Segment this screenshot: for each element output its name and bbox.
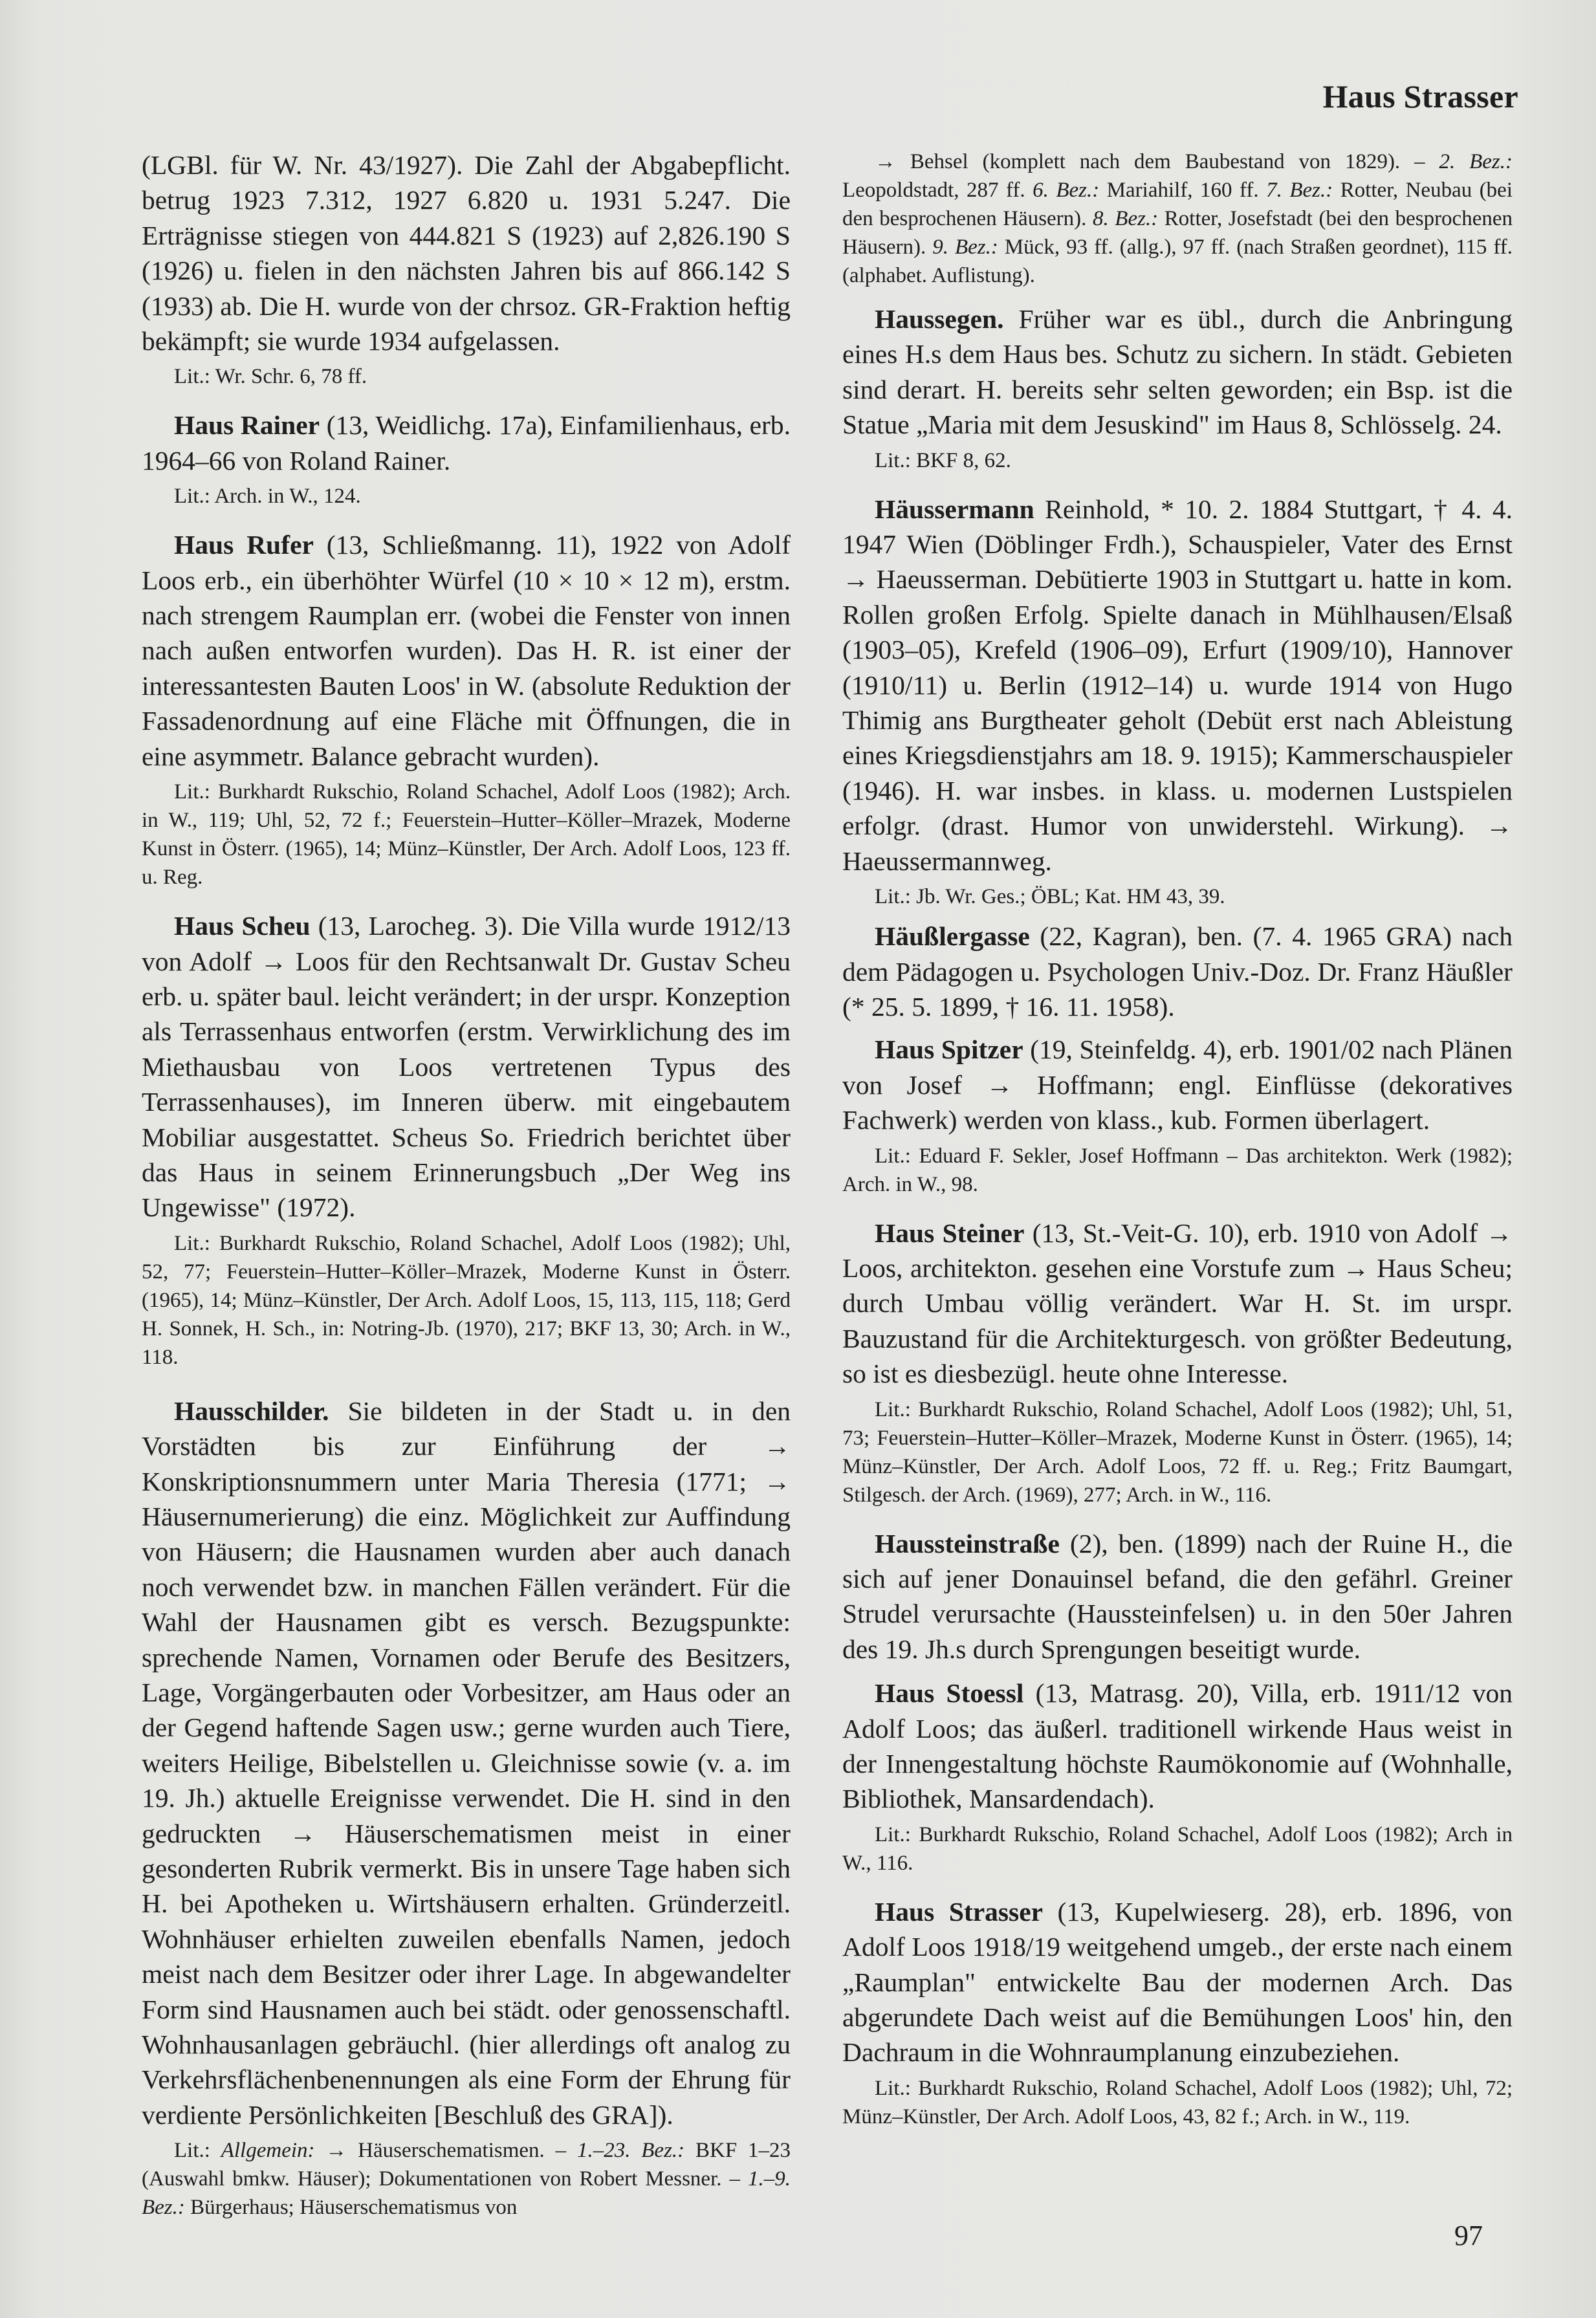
lit-italic: 1.–23. Bez.: [576, 2139, 685, 2163]
entry-haus-scheu [142, 908, 791, 1225]
entry-haeussermann [842, 492, 1513, 879]
headword: Haus Steiner [875, 1218, 1025, 1248]
lit-text: Rotter, Josefstadt (bei den besprochenen Häusern). [842, 207, 1513, 259]
lit-text: → Häuserschematismen. – [314, 2139, 577, 2163]
lit-text: Rotter, Neubau (bei den besprochenen Häusern). [842, 179, 1513, 230]
entry-text: (13, Larocheg. 3). Die Villa wurde 1912/13 von Adolf → Loos für den Rechtsanwalt Dr. Gustav Scheu erb. u. später baul. leicht verändert; in der urspr. Konzeption als Terrassenhaus entworfen (erstm. Verwirklichung des im Miethausbau von Loos vertretenen Typus des Terrassenhauses), im Inneren überw. mit eingebautem Mobiliar ausgestattet. Scheus So. Friedrich berichtet über das Haus in seinem Erinnerungsbuch „Der Weg ins Ungewisse" (1972). [142, 911, 791, 1223]
lit-prefix: Lit.: [174, 2139, 221, 2163]
headword: Häussermann [875, 494, 1034, 524]
right-column [842, 148, 1513, 2131]
entry-haus-spitzer [842, 1032, 1513, 1137]
literature-note: Lit.: Wr. Schr. 6, 78 ff. [174, 365, 367, 389]
literature-note [142, 2136, 791, 2222]
headword: Haus Rufer [174, 530, 314, 560]
literature-note: Lit.: BKF 8, 62. [875, 448, 1011, 472]
entry-haussegen [842, 301, 1513, 443]
entry-text: (13, Kupelwieserg. 28), erb. 1896, von Adolf Loos 1918/19 weitgehend umgeb., der erste nach einem „Raumplan" entwickelte Bau der modernen Arch. Das abgerundete Dach weist auf die Bemühungen Loos' hin, den Dachraum in die Wohnraumplanung einzubeziehen. [842, 1896, 1513, 2068]
entry-text: (2), ben. (1899) nach der Ruine H., die sich auf jener Donauinsel befand, die den gefährl. Greiner Strudel verursachte (Haussteinfelsen) u. in den 50er Jahren des 19. Jh.s durch Sprengungen beseitigt wurde. [842, 1528, 1513, 1664]
running-head: Haus Strasser [1322, 78, 1518, 115]
lit-text: Mück, 93 ff. (allg.), 97 ff. (nach Straßen geordnet), 115 ff. (alphabet. Auflistung). [842, 235, 1513, 287]
entry-text: Sie bildeten in der Stadt u. in den Vorstädten bis zur Einführung der → Konskriptionsnummern unter Maria Theresia (1771; → Häusernumerierung) die einz. Möglichkeit zur Auffindung von Häusern; die Hausnamen wurden aber auch danach noch verwendet bzw. in manchen Fällen verändert. Für die Wahl der Hausnamen gibt es versch. Bezugspunkte: sprechende Namen, Vornamen oder Berufe des Besitzers, Lage, Vorgängerbauten oder Vorbesitzer, am Haus oder an der Gegend haftende Sagen usw.; gerne wurden auch Tiere, weiters Heilige, Bibelstellen u. Gleichnisse sowie (v. a. im 19. Jh.) aktuelle Ereignisse verwendet. Die H. sind in den gedruckten → Häuserschematismen meist in einer gesonderten Rubrik vermerkt. Bis in unsere Tage haben sich H. bei Apotheken u. Wirtshäusern erhalten. Gründerzeitl. Wohnhäuser erhielten zuweilen ebenfalls Namen, jedoch meist nach dem Besitzer oder ihrer Lage. In abgewandelter Form sind Hausnamen auch bei städt. oder genossenschaftl. Wohnhausanlagen gebräuchl. (hier allerdings oft analog zu Verkehrsflächenbenennungen als eine Form der Ehrung für verdiente Persönlichkeiten [Beschluß des GRA]). [142, 1395, 791, 2130]
entry-haus-rainer [142, 408, 791, 478]
entry-haus-steiner [842, 1216, 1513, 1392]
lit-italic: 7. Bez.: [1266, 179, 1333, 202]
lit-text: Mariahilf, 160 ff. [1099, 179, 1267, 202]
literature-note: Lit.: Burkhardt Rukschio, Roland Schachel, Adolf Loos (1982); Arch in W., 116. [842, 1822, 1513, 1875]
entry-text: Früher war es übl., durch die Anbringung eines H.s dem Haus bes. Schutz zu sichern. In städt. Gebieten sind derart. H. bereits sehr selten geworden; ein Bsp. ist die Statue „Maria mit dem Jesuskind" im Haus 8, Schlösselg. 24. [842, 304, 1513, 440]
entry-haeusslergasse [842, 919, 1513, 1024]
entry-haussteinstrasse [842, 1526, 1513, 1667]
headword: Haus Strasser [875, 1896, 1044, 1927]
entry-text: (13, Weidlichg. 17a), Einfamilienhaus, erb. 1964–66 von Roland Rainer. [142, 410, 791, 476]
lit-text: BKF 1–23 (Auswahl bmkw. Häuser); Dokumentationen von Robert Messner. – [142, 2139, 791, 2191]
entry-hausschilder [142, 1394, 791, 2133]
headword: Haus Rainer [174, 410, 320, 441]
literature-note: Lit.: Jb. Wr. Ges.; ÖBL; Kat. HM 43, 39. [875, 885, 1225, 909]
literature-note: Lit.: Burkhardt Rukschio, Roland Schachel, Adolf Loos (1982); Uhl, 72; Münz–Künstler, Der Arch. Adolf Loos, 43, 82 f.; Arch. in W., 119. [842, 2076, 1513, 2128]
entry-text: (22, Kagran), ben. (7. 4. 1965 GRA) nach dem Pädagogen u. Psychologen Univ.-Doz. Dr. Franz Häußler (* 25. 5. 1899, † 16. 11. 1958). [842, 921, 1513, 1022]
entry-haus-strasser [842, 1894, 1513, 2070]
literature-note: Lit.: Eduard F. Sekler, Josef Hoffmann – Das architekton. Werk (1982); Arch. in W., 98. [842, 1144, 1513, 1196]
entry-text: (13, Matrasg. 20), Villa, erb. 1911/12 von Adolf Loos; das äußerl. traditionell wirkende Haus weist in der Innengestaltung höchste Raumökonomie auf (Wohnhalle, Bibliothek, Mansardendach). [842, 1678, 1513, 1814]
lit-italic: 1.–9. Bez.: [142, 2167, 791, 2220]
entry-continuation: (LGBl. für W. Nr. 43/1927). Die Zahl der Abgabepflicht. betrug 1923 7.312, 1927 6.820 u. 1931 5.247. Die Erträgnisse stiegen von 444.821 S (1923) auf 2,826.190 S (1926) u. fielen in den nächsten Jahren bis auf 866.142 S (1933) ab. Die H. wurde von der chrsoz. GR-Fraktion heftig bekämpft; sie wurde 1934 aufgelassen. [142, 150, 791, 356]
headword: Haus Spitzer [875, 1034, 1023, 1065]
lit-italic: 9. Bez.: [932, 235, 998, 259]
left-column [142, 148, 791, 2222]
entry-text: (13, Schließmanng. 11), 1922 von Adolf Loos erb., ein überhöhter Würfel (10 × 10 × 12 m), erstm. nach strengem Raumplan err. (wobei die Fenster von innen nach außen entworfen wurden). Das H. R. ist einer der interessantesten Bauten Loos' in W. (absolute Reduktion der Fassadenordnung auf eine Fläche mit Öffnungen, die in eine asymmetr. Balance gebracht wurden). [142, 530, 791, 771]
entry-haus-rufer [142, 527, 791, 774]
headword: Haus Scheu [174, 911, 311, 941]
literature-note: Lit.: Burkhardt Rukschio, Roland Schachel, Adolf Loos (1982); Uhl, 52, 77; Feuerstein–Hutter–Köller–Mrazek, Moderne Kunst in Österr. (1965), 14; Münz–Künstler, Der Arch. Adolf Loos, 15, 113, 115, 118; Gerd H. Sonnek, H. Sch., in: Notring-Jb. (1970), 217; BKF 13, 30; Arch. in W., 118. [142, 1231, 791, 1369]
literature-note: Lit.: Arch. in W., 124. [174, 485, 361, 508]
lit-italic: 8. Bez.: [1092, 207, 1159, 230]
entry-text: Reinhold, * 10. 2. 1884 Stuttgart, † 4. 4. 1947 Wien (Döblinger Frdh.), Schauspieler, Vater des Ernst → Haeusserman. Debütierte 1903 in Stuttgart u. hatte in kom. Rollen großen Erfolg. Spielte danach in Mühlhausen/Elsaß (1903–05), Krefeld (1906–09), Erfurt (1909/10), Hannover (1910/11) u. Berlin (1912–14) u. wurde 1914 von Hugo Thimig ans Burgtheater geholt (Debüt erst nach Ableistung eines Kriegsdienstjahrs am 18. 9. 1915); Kammerschauspieler (1946). H. war insbes. in klass. u. modernen Lustspielen erfolgr. (drast. Humor von unwiderstehl. Wirkung). → Haeussermannweg. [842, 494, 1513, 876]
lit-italic: 6. Bez.: [1033, 179, 1100, 202]
headword: Haussegen. [875, 304, 1004, 334]
lit-text: Bürgerhaus; Häuserschematismus von [184, 2196, 518, 2220]
headword: Haussteinstraße [875, 1528, 1060, 1558]
entry-text: (13, St.-Veit-G. 10), erb. 1910 von Adolf → Loos, architekton. gesehen eine Vorstufe zum → Haus Scheu; durch Umbau völlig verändert. War H. St. im urspr. Bauzustand für die Architekturgesch. von größter Bedeutung, so ist es diesbezügl. heute ohne Interesse. [842, 1218, 1513, 1389]
lit-italic: 2. Bez.: [1439, 150, 1513, 173]
headword: Hausschilder. [174, 1395, 329, 1426]
lit-text: Leopoldstadt, 287 ff. [842, 179, 1033, 202]
entry-text: (19, Steinfeldg. 4), erb. 1901/02 nach Plänen von Josef → Hoffmann; engl. Einflüsse (dekoratives Fachwerk) werden von klass., kub. Formen überlagert. [842, 1034, 1513, 1135]
headword: Haus Stoessl [875, 1678, 1024, 1709]
literature-note: Lit.: Burkhardt Rukschio, Roland Schachel, Adolf Loos (1982); Uhl, 51, 73; Feuerstein–Hutter–Köller–Mrazek, Moderne Kunst in Österr. (1965), 14; Münz–Künstler, Der Arch. Adolf Loos, 72 ff. u. Reg.; Fritz Baumgart, Stilgesch. der Arch. (1969), 277; Arch. in W., 116. [842, 1397, 1513, 1507]
entry-haus-stoessl [842, 1676, 1513, 1817]
page-number: 97 [1454, 2220, 1483, 2251]
literature-continuation [842, 148, 1513, 290]
headword: Häußlergasse [875, 921, 1030, 952]
lit-text: → Behsel (komplett nach dem Baubestand von 1829). – [875, 150, 1439, 173]
literature-note: Lit.: Burkhardt Rukschio, Roland Schachel, Adolf Loos (1982); Arch. in W., 119; Uhl, 52, 72 f.; Feuerstein–Hutter–Köller–Mrazek, Moderne Kunst in Österr. (1965), 14; Münz–Künstler, Der Arch. Adolf Loos, 123 ff. u. Reg. [142, 780, 791, 890]
lit-italic: Allgemein: [221, 2139, 315, 2163]
